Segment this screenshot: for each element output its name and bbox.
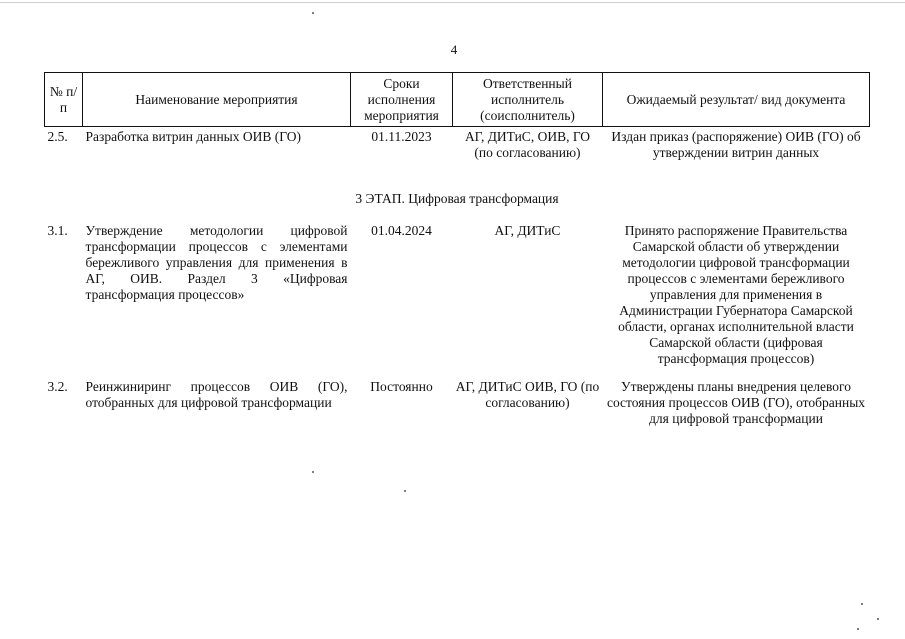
scan-speck: [861, 603, 863, 605]
page-number: 4: [450, 42, 458, 57]
row-result: Издан приказ (распоряжение) ОИВ (ГО) об утверждении витрин данных: [611, 129, 861, 160]
table-row: [45, 377, 870, 427]
header-name: Наименование мероприятия: [83, 73, 351, 127]
scan-speck: [312, 471, 314, 473]
table-row: [45, 127, 870, 192]
scan-speck: [312, 12, 314, 14]
scan-speck: [404, 490, 406, 492]
row-deadline: Постоянно: [370, 379, 433, 394]
header-deadline: Сроки исполнения мероприятия: [351, 73, 453, 127]
header-responsible: Ответственный исполнитель (соисполнитель): [453, 73, 603, 127]
row-result: Утверждены планы внедрения целевого состояния процессов ОИВ (ГО), отобранных для цифровой трансформации: [606, 379, 866, 426]
row-num: 3.1.: [47, 223, 68, 238]
scan-speck: [857, 628, 859, 630]
row-deadline: 01.11.2023: [371, 129, 432, 144]
header-num: № п/п: [45, 73, 83, 127]
stage-3-title: 3 ЭТАП. Цифровая трансформация: [355, 191, 559, 206]
top-scan-rule: [0, 2, 905, 3]
row-num: 2.5.: [47, 129, 68, 144]
row-responsible: АГ, ДИТиС, ОИВ, ГО (по согласованию): [464, 129, 591, 160]
stage-row: [45, 191, 870, 221]
row-num: 3.2.: [47, 379, 68, 394]
table-row: [45, 221, 870, 377]
row-name: Реинжиниринг процессов ОИВ (ГО), отобранных для цифровой трансформации: [85, 379, 348, 410]
table-header-row: [45, 73, 870, 127]
header-result: Ожидаемый результат/ вид документа: [603, 73, 870, 127]
row-result: Принято распоряжение Правительства Самарской области об утверждении методологии цифровой трансформации процессов с элементами бережливого управления для применения в Администрации Губернатора Самарской области, органах исполнительной власти Самарской области (цифровая трансформация процессов): [618, 223, 854, 366]
row-deadline: 01.04.2024: [371, 223, 432, 238]
row-name: Разработка витрин данных ОИВ (ГО): [85, 129, 301, 144]
row-responsible-text: АГ, ДИТиС: [494, 223, 561, 238]
scan-speck: [877, 618, 879, 620]
row-responsible: [453, 221, 603, 377]
row-responsible: АГ, ДИТиС ОИВ, ГО (по согласованию): [455, 379, 600, 410]
action-plan-table: [44, 72, 870, 427]
row-name: Утверждение методологии цифровой трансформации процессов с элементами бережливого управления для применения в АГ, ОИВ. Раздел 3 «Цифровая трансформация процессов»: [85, 223, 348, 302]
